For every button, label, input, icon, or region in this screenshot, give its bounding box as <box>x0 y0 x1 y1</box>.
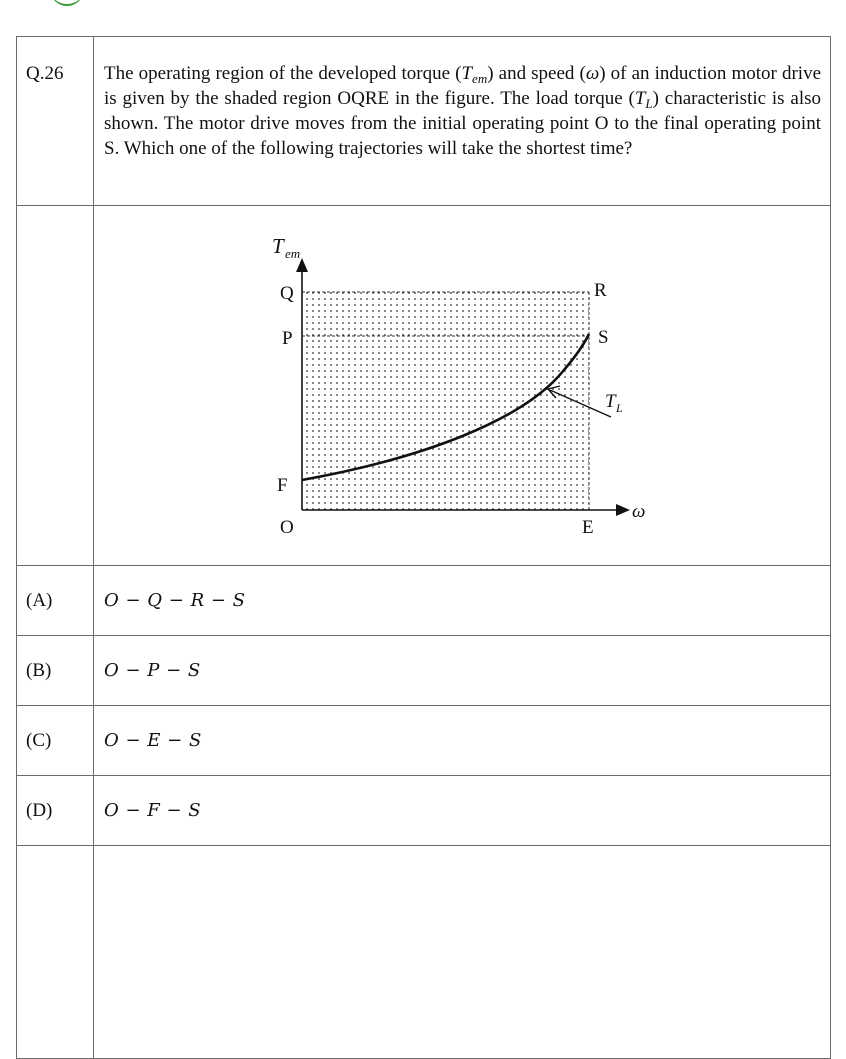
question-number: Q.26 <box>26 63 64 84</box>
question-text-part3: ) of an induction motor drive is given by the shaded region OQRE in the figure. The load torque ( <box>104 63 822 109</box>
x-axis-arrowhead <box>616 504 630 516</box>
question-text <box>94 37 830 183</box>
point-label-s: S <box>598 327 609 348</box>
curve-label-subscript: L <box>616 401 623 415</box>
question-table <box>16 36 831 1059</box>
figure-container <box>94 206 830 565</box>
option-row-c[interactable] <box>17 706 831 776</box>
question-text-cell <box>94 37 831 206</box>
question-text-part1: The operating region of the developed torque ( <box>104 63 462 84</box>
option-text-cell <box>94 566 831 636</box>
question-text-part2: ) and speed ( <box>487 63 586 84</box>
option-row-b[interactable] <box>17 636 831 706</box>
y-axis-label-subscript: em <box>285 246 301 261</box>
option-text: O − P − S <box>104 660 201 681</box>
blank-cell-right <box>94 846 831 1059</box>
omega-symbol: ω <box>585 63 600 84</box>
option-text-cell <box>94 776 831 846</box>
point-label-f: F <box>277 475 288 496</box>
option-label-cell <box>17 566 94 636</box>
option-label: (B) <box>26 659 52 681</box>
option-text: O − E − S <box>104 730 202 751</box>
option-label-cell <box>17 636 94 706</box>
option-row-d[interactable] <box>17 776 831 846</box>
y-axis-label: T <box>272 234 284 258</box>
point-label-r: R <box>594 280 607 301</box>
torque-speed-figure <box>94 206 832 565</box>
question-row <box>17 37 831 206</box>
tem-subscript: em <box>472 71 488 86</box>
point-label-e: E <box>582 517 594 538</box>
shaded-region-oqre <box>302 292 589 510</box>
question-text-part4: ) characteristic is also shown. The motor drive moves from the initial operating point O to the final operating point S. Which one of the following trajectories will take the shortest time? <box>104 88 822 159</box>
tl-subscript: L <box>645 96 653 111</box>
figure-empty-cell <box>17 206 94 566</box>
option-text: O − F − S <box>104 800 202 821</box>
logo-fragment <box>50 0 84 6</box>
option-label: (C) <box>26 729 52 751</box>
option-text: O − Q − R − S <box>104 590 246 611</box>
blank-cell-left <box>17 846 94 1059</box>
question-number-cell <box>17 37 94 206</box>
blank-row <box>17 846 831 1059</box>
option-label: (A) <box>26 589 53 611</box>
tem-symbol: T <box>461 63 473 84</box>
tl-symbol: T <box>634 88 646 109</box>
x-axis-label: ω <box>632 501 646 522</box>
option-label: (D) <box>26 799 53 821</box>
option-row-a[interactable] <box>17 566 831 636</box>
point-label-o: O <box>280 517 294 538</box>
point-label-q: Q <box>280 283 294 304</box>
option-text-cell <box>94 706 831 776</box>
figure-cell <box>94 206 831 566</box>
figure-row <box>17 206 831 566</box>
option-label-cell <box>17 776 94 846</box>
curve-label: T <box>605 391 616 412</box>
point-label-p: P <box>282 328 293 349</box>
option-text-cell <box>94 636 831 706</box>
option-label-cell <box>17 706 94 776</box>
